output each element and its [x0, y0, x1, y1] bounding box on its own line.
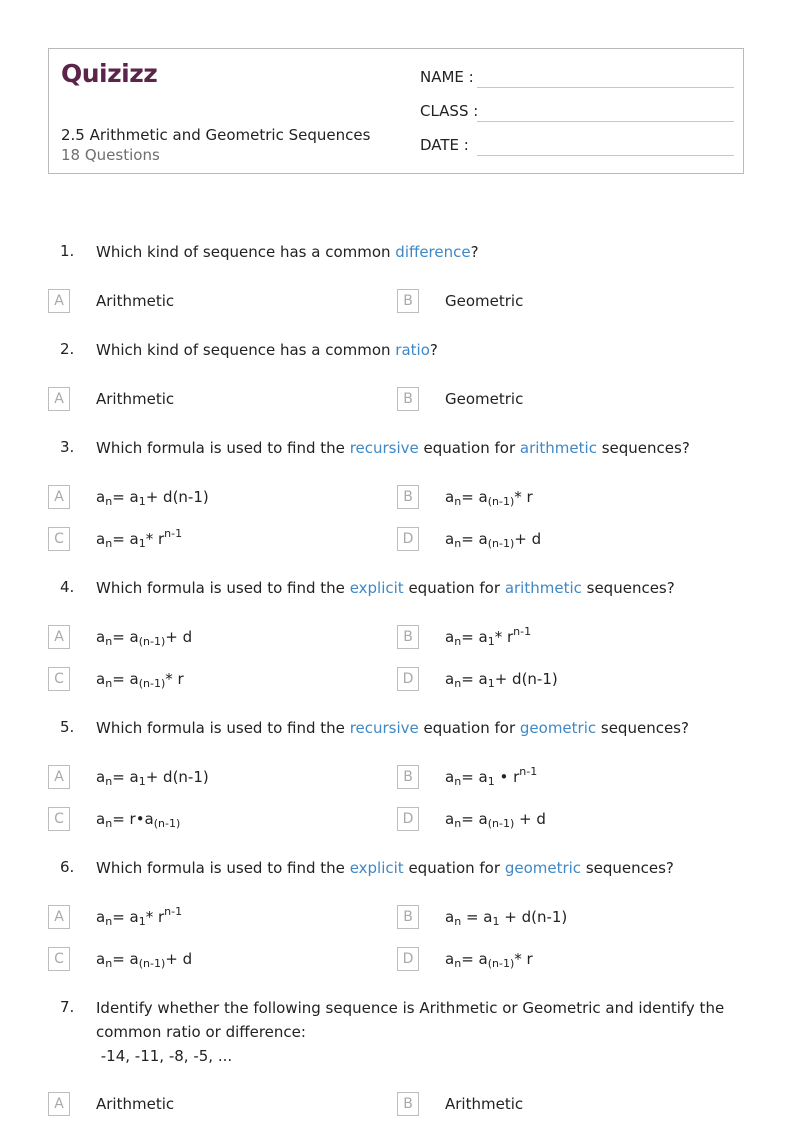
text-segment: Arithmetic — [96, 390, 175, 408]
text-segment: a — [445, 670, 455, 688]
option-text — [96, 948, 192, 972]
text-segment: a — [96, 908, 106, 926]
worksheet-header — [48, 48, 744, 174]
subscript: 1 — [138, 495, 146, 508]
text-segment: = a — [461, 628, 488, 646]
option-letter-box[interactable]: A — [48, 625, 70, 649]
text-segment: = a — [461, 810, 488, 828]
text-segment: sequences? — [581, 579, 675, 597]
text-segment: = a — [461, 768, 488, 786]
keyword: recursive — [349, 439, 419, 457]
subscript: n — [105, 537, 113, 550]
subscript: 1 — [487, 635, 495, 648]
text-segment: Geometric — [445, 390, 524, 408]
option-text — [96, 528, 182, 552]
question-text — [96, 716, 736, 740]
option-letter-box[interactable]: A — [48, 765, 70, 789]
option-text — [445, 486, 533, 510]
subscript: 1 — [138, 915, 146, 928]
option-text — [96, 808, 180, 832]
option-letter-box[interactable]: A — [48, 1092, 70, 1116]
option-text — [445, 808, 546, 832]
text-segment: a — [445, 810, 455, 828]
text-segment: = r•a — [112, 810, 154, 828]
text-segment: sequences? — [596, 719, 689, 737]
text-segment: a — [96, 768, 106, 786]
text-segment: Which formula is used to find the — [96, 719, 350, 737]
subscript: n — [454, 775, 462, 788]
keyword: geometric — [504, 859, 582, 877]
question-number: 1. — [60, 242, 75, 260]
option-text — [96, 906, 182, 930]
text-segment: = a — [112, 950, 139, 968]
question-count: 18 Questions — [61, 146, 160, 164]
question-text — [96, 996, 736, 1068]
subscript: n — [454, 915, 462, 928]
keyword: arithmetic — [504, 579, 582, 597]
question-number: 4. — [60, 578, 75, 596]
subscript: (n-1) — [153, 817, 181, 830]
text-segment: a — [96, 670, 106, 688]
text-segment: Which kind of sequence has a common — [96, 243, 396, 261]
option-letter-box[interactable]: B — [397, 485, 419, 509]
option-letter-box[interactable]: C — [48, 807, 70, 831]
text-segment: = a — [461, 670, 488, 688]
text-segment: sequences? — [581, 859, 674, 877]
text-segment: + d(n-1) — [499, 908, 568, 926]
text-segment: equation for — [418, 719, 520, 737]
text-segment: Geometric — [445, 292, 524, 310]
text-segment: + d(n-1) — [494, 670, 558, 688]
text-segment: • r — [494, 768, 520, 786]
text-segment: ? — [429, 341, 438, 359]
subscript: 1 — [138, 775, 146, 788]
option-letter-box[interactable]: B — [397, 387, 419, 411]
text-segment: equation for — [403, 859, 505, 877]
subscript: 1 — [487, 677, 495, 690]
subscript: (n-1) — [487, 537, 515, 550]
superscript: n-1 — [164, 905, 183, 918]
option-letter-box[interactable]: A — [48, 905, 70, 929]
option-letter-box[interactable]: B — [397, 1092, 419, 1116]
option-letter-box[interactable]: B — [397, 765, 419, 789]
option-text — [445, 948, 533, 972]
option-text — [445, 528, 541, 552]
option-letter-box[interactable]: B — [397, 905, 419, 929]
text-segment: a — [96, 628, 106, 646]
question-number: 7. — [60, 998, 75, 1016]
text-segment: a — [445, 768, 455, 786]
date-line[interactable] — [477, 155, 734, 156]
text-segment: a — [96, 810, 106, 828]
question-text — [96, 856, 736, 880]
subscript: n — [454, 537, 462, 550]
text-segment: = a — [461, 488, 488, 506]
text-segment: = a — [112, 908, 139, 926]
option-letter-box[interactable]: D — [397, 807, 419, 831]
option-letter-box[interactable]: C — [48, 667, 70, 691]
question-text — [96, 576, 736, 600]
class-line[interactable] — [477, 121, 734, 122]
text-segment: ? — [470, 243, 479, 261]
text-segment: equation for — [418, 439, 520, 457]
text-segment: Which formula is used to find the — [96, 439, 350, 457]
text-segment: * r — [145, 530, 165, 548]
subscript: (n-1) — [487, 957, 515, 970]
text-segment: = a — [112, 530, 139, 548]
text-segment: sequences? — [596, 439, 690, 457]
subscript: n — [105, 495, 113, 508]
text-segment: Identify whether the following sequence is Arithmetic or Geometric and identify the common ratio or difference: — [96, 999, 725, 1041]
question-number: 5. — [60, 718, 75, 736]
option-letter-box[interactable]: A — [48, 289, 70, 313]
subscript: n — [454, 817, 462, 830]
text-segment: * r — [494, 628, 514, 646]
text-segment: a — [445, 950, 455, 968]
subscript: (n-1) — [487, 817, 515, 830]
subscript: n — [105, 915, 113, 928]
text-segment: a — [445, 488, 455, 506]
text-segment: Which formula is used to find the — [96, 859, 350, 877]
subscript: (n-1) — [138, 677, 166, 690]
class-field[interactable] — [420, 101, 734, 123]
superscript: n-1 — [519, 765, 538, 778]
quizizz-logo: Quizizz — [61, 59, 158, 88]
text-segment: Which kind of sequence has a common — [96, 341, 396, 359]
subscript: n — [454, 495, 462, 508]
text-segment: * r — [145, 908, 165, 926]
question-text — [96, 436, 736, 460]
subscript: n — [454, 957, 462, 970]
name-field[interactable] — [420, 67, 734, 89]
option-text — [445, 388, 523, 410]
text-segment: Arithmetic — [445, 1095, 524, 1113]
keyword: difference — [395, 243, 471, 261]
keyword: explicit — [349, 579, 404, 597]
option-text — [96, 388, 174, 410]
worksheet-title: 2.5 Arithmetic and Geometric Sequences — [61, 126, 371, 144]
subscript: n — [105, 775, 113, 788]
date-label: DATE : — [420, 136, 469, 154]
text-segment: = a — [112, 488, 139, 506]
text-segment: Which formula is used to find the — [96, 579, 350, 597]
subscript: n — [454, 677, 462, 690]
subscript: n — [105, 817, 113, 830]
subscript: 1 — [492, 915, 500, 928]
subscript: (n-1) — [487, 495, 515, 508]
option-letter-box[interactable]: D — [397, 527, 419, 551]
text-segment: = a — [461, 530, 488, 548]
text-segment: a — [445, 530, 455, 548]
text-segment: Arithmetic — [96, 1095, 175, 1113]
superscript: n-1 — [513, 625, 532, 638]
text-segment: + d — [514, 810, 546, 828]
text-segment: equation for — [403, 579, 505, 597]
text-segment: = a — [112, 768, 139, 786]
text-segment: * r — [514, 488, 533, 506]
option-letter-box[interactable]: D — [397, 667, 419, 691]
option-text — [445, 906, 567, 930]
option-text — [96, 626, 192, 650]
option-letter-box[interactable]: A — [48, 387, 70, 411]
subscript: n — [105, 957, 113, 970]
name-line[interactable] — [477, 87, 734, 88]
keyword: geometric — [519, 719, 597, 737]
text-segment: = a — [112, 670, 139, 688]
text-segment: = a — [461, 950, 488, 968]
subscript: n — [105, 635, 113, 648]
keyword: ratio — [395, 341, 430, 359]
sequence-values: -14, -11, -8, -5, ... — [96, 1047, 233, 1065]
question-number: 3. — [60, 438, 75, 456]
text-segment: = a — [461, 908, 493, 926]
subscript: n — [454, 635, 462, 648]
text-segment: + d(n-1) — [145, 488, 209, 506]
class-label: CLASS : — [420, 102, 479, 120]
superscript: n-1 — [164, 527, 183, 540]
text-segment: Arithmetic — [96, 292, 175, 310]
text-segment: + d — [165, 950, 193, 968]
subscript: n — [105, 677, 113, 690]
option-text — [96, 766, 209, 790]
option-letter-box[interactable]: C — [48, 527, 70, 551]
subscript: 1 — [487, 775, 495, 788]
question-number: 2. — [60, 340, 75, 358]
text-segment: * r — [165, 670, 184, 688]
text-segment: a — [96, 488, 106, 506]
option-text — [96, 668, 184, 692]
option-letter-box[interactable]: D — [397, 947, 419, 971]
text-segment: a — [445, 908, 455, 926]
option-text — [96, 486, 209, 510]
question-number: 6. — [60, 858, 75, 876]
option-text — [445, 290, 523, 312]
option-text — [445, 626, 531, 650]
text-segment: + d(n-1) — [145, 768, 209, 786]
keyword: arithmetic — [519, 439, 597, 457]
option-text — [96, 290, 174, 312]
date-field[interactable] — [420, 135, 734, 157]
text-segment: a — [96, 530, 106, 548]
option-letter-box[interactable]: B — [397, 289, 419, 313]
subscript: 1 — [138, 537, 146, 550]
subscript: (n-1) — [138, 635, 166, 648]
question-text — [96, 338, 736, 362]
text-segment: + d — [514, 530, 542, 548]
question-text — [96, 240, 736, 264]
keyword: recursive — [349, 719, 419, 737]
text-segment: + d — [165, 628, 193, 646]
subscript: (n-1) — [138, 957, 166, 970]
option-text — [445, 1093, 523, 1115]
name-label: NAME : — [420, 68, 474, 86]
text-segment: * r — [514, 950, 533, 968]
option-letter-box[interactable]: A — [48, 485, 70, 509]
text-segment: a — [445, 628, 455, 646]
option-letter-box[interactable]: B — [397, 625, 419, 649]
keyword: explicit — [349, 859, 404, 877]
option-text — [445, 766, 537, 790]
text-segment: = a — [112, 628, 139, 646]
text-segment: a — [96, 950, 106, 968]
option-text — [445, 668, 558, 692]
option-text — [96, 1093, 174, 1115]
option-letter-box[interactable]: C — [48, 947, 70, 971]
